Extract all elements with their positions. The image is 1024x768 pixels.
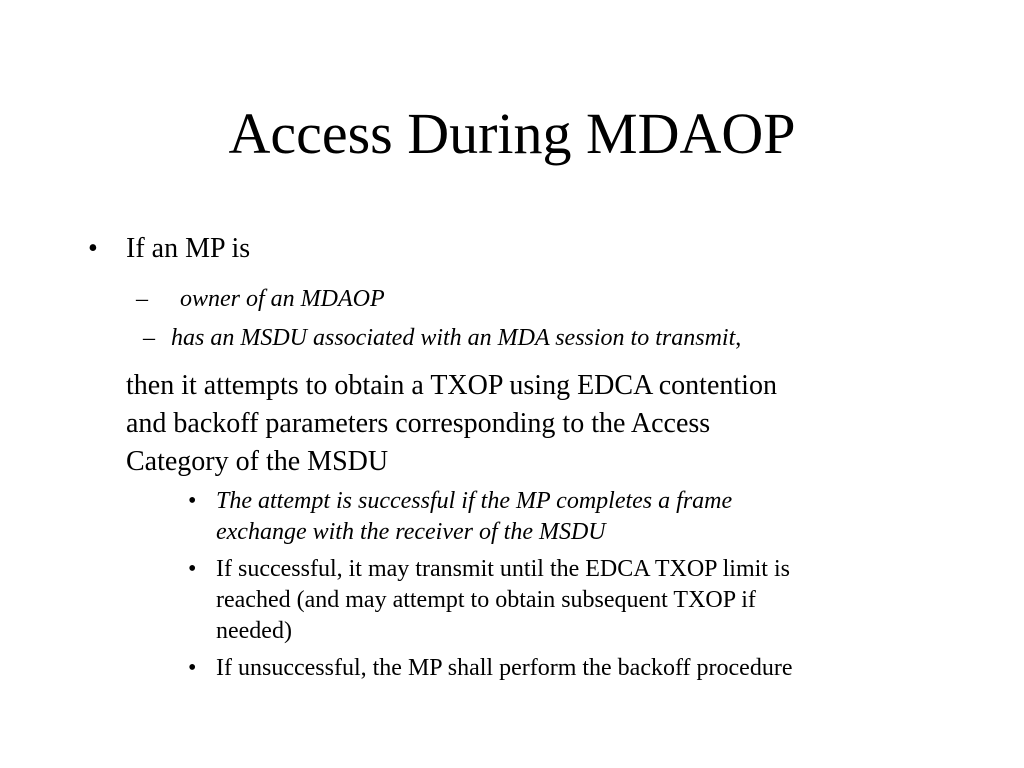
bullet-marker: • xyxy=(188,556,197,582)
level3-line: The attempt is successful if the MP completes a frame xyxy=(216,488,733,514)
bullet-marker: • xyxy=(88,233,98,264)
sub-bullet-suffix: , xyxy=(735,325,742,351)
sub-bullet-text: owner of an MDAOP xyxy=(180,286,385,312)
level3-line: exchange with the receiver of the MSDU xyxy=(216,519,606,545)
level3-bullet-text xyxy=(216,554,916,647)
level3-bullet-text xyxy=(216,486,916,548)
dash-marker: – xyxy=(143,325,155,351)
dash-marker: – xyxy=(136,286,148,312)
level3-bullet-text xyxy=(216,653,916,684)
level3-line: If successful, it may transmit until the EDCA TXOP limit is xyxy=(216,556,790,582)
paragraph-line: then it attempts to obtain a TXOP using EDCA contention xyxy=(126,370,777,401)
paragraph-line: Category of the MSDU xyxy=(126,446,389,477)
level3-line: needed) xyxy=(216,618,292,644)
sub-bullet-text: has an MSDU associated with an MDA session to transmit xyxy=(171,325,736,351)
level3-line: If unsuccessful, the MP shall perform the backoff procedure xyxy=(216,655,793,681)
bullet-marker: • xyxy=(188,655,197,681)
bullet-marker: • xyxy=(188,488,197,514)
body-paragraph xyxy=(126,367,946,481)
slide-title: Access During MDAOP xyxy=(228,101,796,166)
sub-bullet-text-wrap xyxy=(171,323,741,353)
paragraph-line: and backoff parameters corresponding to the Access xyxy=(126,408,711,439)
level3-line: reached (and may attempt to obtain subsequent TXOP if xyxy=(216,587,756,613)
bullet-text: If an MP is xyxy=(126,233,251,264)
